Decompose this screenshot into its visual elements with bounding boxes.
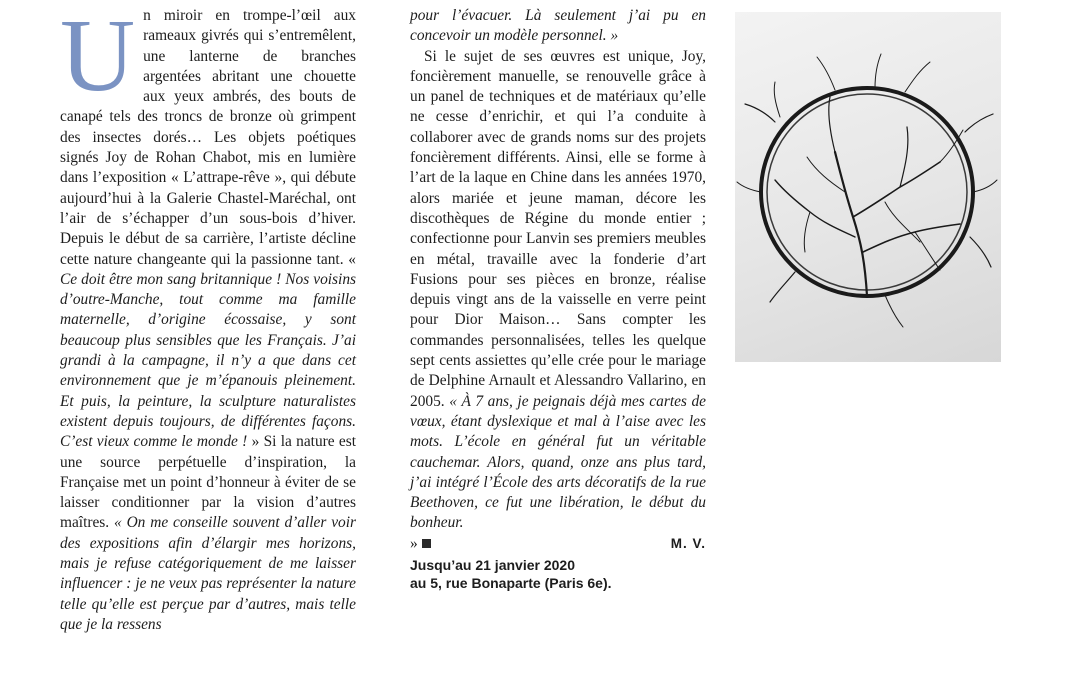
exhibition-dates: Jusqu’au 21 janvier 2020: [410, 557, 575, 574]
quote-close-2: »: [410, 534, 418, 552]
quote-influence: « On me conseille souvent d’aller voir des expositions afin d’élargir mes horizons, mais je refuse catégoriquement de me laisser influencer : je ne veux pas représenter la nature telle qu’elle est perçue par d’autres, mais telle que je la ressens: [60, 514, 356, 633]
author-signature: M. V.: [670, 535, 706, 551]
end-square-icon: [422, 539, 431, 548]
quote-evacuer: pour l’évacuer. Là seulement j’ai pu en concevoir un modèle personnel. »: [410, 7, 706, 45]
signature-line: [410, 534, 706, 554]
exhibition-info: [410, 556, 706, 592]
artwork-photo: [735, 12, 1001, 362]
quote-open: «: [348, 250, 356, 268]
intro-paragraph: [60, 0, 357, 635]
quote-close: »: [247, 433, 264, 451]
quote-childhood: « À 7 ans, je peignais déjà mes cartes de vœux, étant dyslexique et mal à l’aise avec les mots. L’école en général fut un véritable cauchemar. Alors, quand, onze ans plus tard, j’ai intégré l’École des arts décoratifs de la rue Beethoven, ce fut une libération, le début du bonheur.: [410, 392, 706, 532]
exhibition-address: au 5, rue Bonaparte (Paris 6e).: [410, 575, 612, 592]
techniques-paragraph: [410, 47, 706, 534]
drop-cap: U: [60, 0, 136, 113]
article-column-2: [410, 6, 706, 592]
quote-continuation: [410, 6, 706, 47]
article-column-1: [60, 0, 357, 635]
nature-text: Si la nature est une source perpétuelle d’inspiration, la Française met un point d’honneur à éviter de se laisser conditionner par la vision d’autres maîtres.: [60, 433, 357, 532]
quote-british: Ce doit être mon sang britannique ! Nos voisins d’outre-Manche, tout comme ma famille maternelle, d’origine écossaise, y sont beaucoup plus sensibles que les Français. J’ai grandi à la campagne, il n’y a que dans cet environnement que je m’épanouis pleinement. Et puis, la peinture, la sculpture naturalistes existent depuis toujours, de différentes façons. C’est vieux comme le monde !: [60, 270, 356, 451]
techniques-text: Si le sujet de ses œuvres est unique, Joy, foncièrement manuelle, se renouvelle grâce à un panel de techniques et de matériaux qu’elle ne cesse d’enrichir, et qui l’a conduite à collaborer avec de grands noms sur des projets foncièrement différents. Ainsi, elle se forme à l’art de la laque en Chine dans les années 1970, alors mariée et jeune maman, décore les discothèques de Régine du monde entier ; confectionne pour Lanvin ses premiers meubles en métal, travaille avec la fonderie d’art Fusions pour ses pièces en bronze, réalise depuis vingt ans de la vaisselle en verre peint pour Dior Maison… Sans compter les commandes personnalisées, telles les quelque sept cents assiettes qu’elle crée pour le mariage de Delphine Arnault et Alessandro Vallarino, en 2005.: [410, 47, 706, 410]
intro-text: n miroir en trompe-l’œil aux rameaux givrés qui s’entremêlent, une lanterne de branches argentées abritant une chouette aux yeux ambrés, des bouts de canapé tels des troncs de bronze où grimpent des insectes dorés… Les objets poétiques signés Joy de Rohan Chabot, mis en lumière dans l’exposition « L’attrape-rêve », qui débute aujourd’hui à la Galerie Chastel-Maréchal, ont l’air de s’échapper d’un sous-bois d’hiver. Depuis le début de sa carrière, l’artiste décline cette nature changeante qui la passionne tant.: [60, 7, 356, 268]
branch-mirror-image: [735, 12, 1001, 362]
